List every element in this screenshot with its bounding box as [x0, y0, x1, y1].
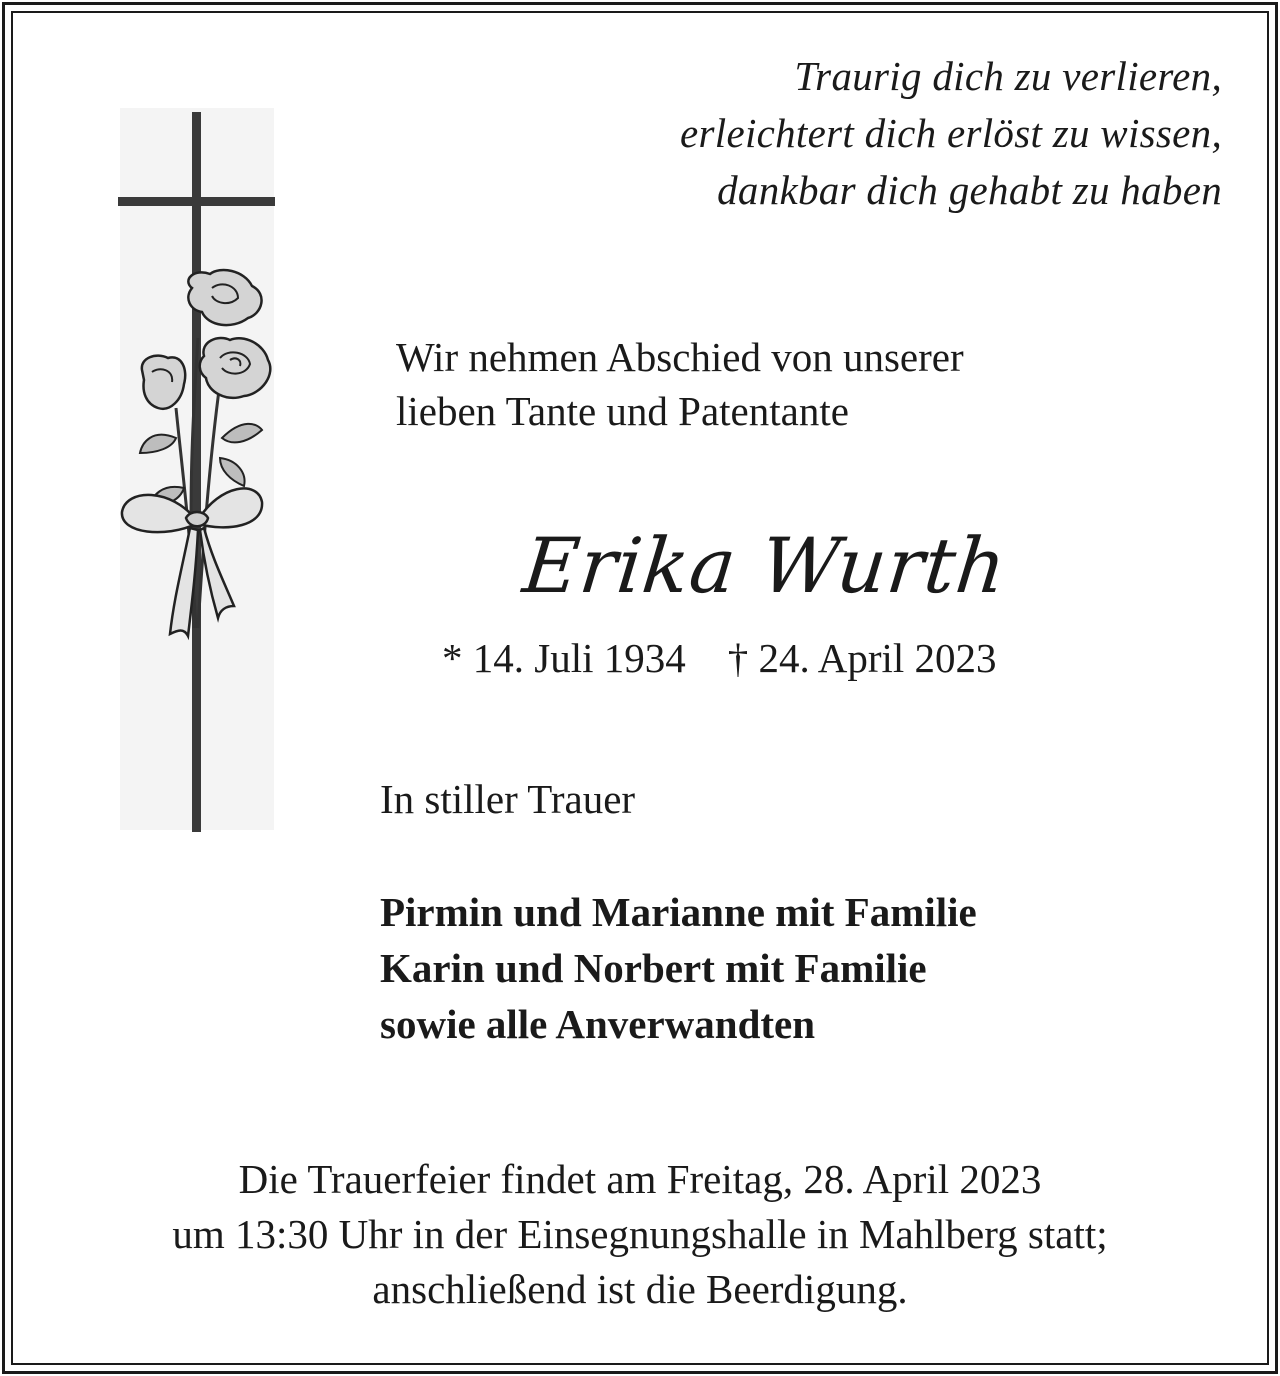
life-dates [442, 630, 997, 686]
mourning-label: In stiller Trauer [380, 776, 636, 822]
birth-date: * 14. Juli 1934 [442, 635, 686, 681]
motto-line: dankbar dich gehabt zu haben [717, 167, 1222, 213]
intro-line: lieben Tante und Patentante [396, 388, 849, 434]
service-line: anschließend ist die Beerdigung. [372, 1266, 908, 1312]
service-line: Die Trauerfeier findet am Freitag, 28. April 2023 [238, 1156, 1042, 1202]
funeral-service-info [0, 1152, 1280, 1317]
mourners-list [380, 884, 977, 1052]
intro-line: Wir nehmen Abschied von unserer [396, 334, 964, 380]
mourner-line: Pirmin und Marianne mit Familie [380, 889, 977, 935]
mourner-line: Karin und Norbert mit Familie [380, 945, 927, 991]
mourner-line: sowie alle Anverwandten [380, 1001, 816, 1047]
cross-with-roses-icon [112, 108, 282, 838]
motto-line: erleichtert dich erlöst zu wissen, [680, 110, 1222, 156]
motto-verse [680, 48, 1222, 219]
service-line: um 13:30 Uhr in der Einsegnungshalle in Mahlberg statt; [172, 1211, 1108, 1257]
motto-line: Traurig dich zu verlieren, [794, 53, 1222, 99]
farewell-intro [396, 330, 964, 438]
death-date: † 24. April 2023 [727, 635, 997, 681]
deceased-name: Erika Wurth [519, 521, 1011, 610]
